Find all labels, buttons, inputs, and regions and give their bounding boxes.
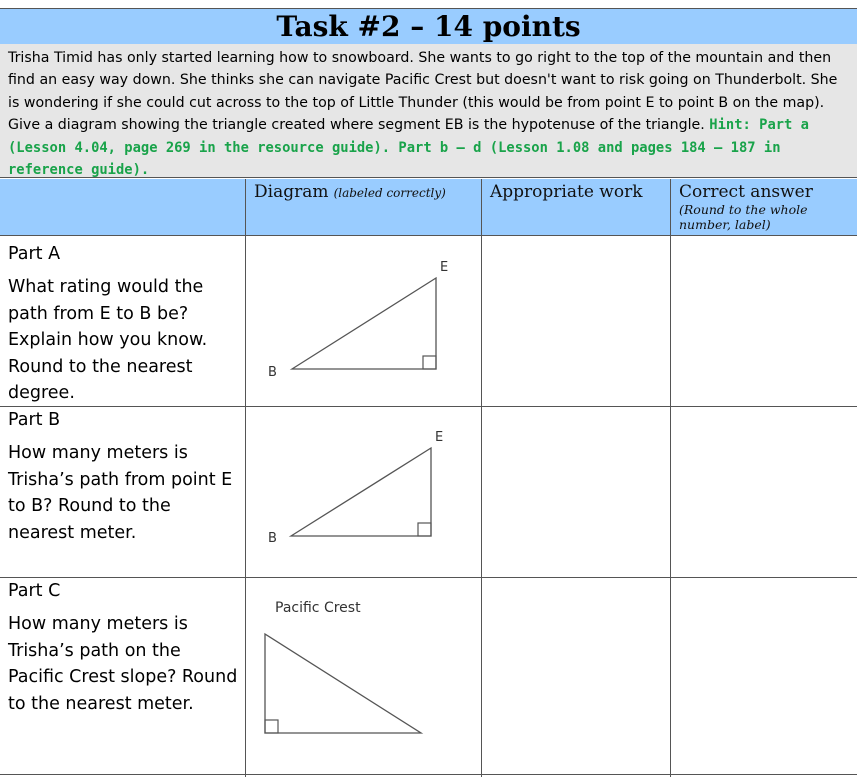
header-diagram-label: Diagram	[254, 182, 329, 202]
header-answer-label: Correct answer	[679, 182, 813, 202]
header-work-label: Appropriate work	[490, 182, 643, 202]
part-a-label: Part A	[8, 244, 61, 264]
task-description-text: Trisha Timid has only started learning how to snowboard. She wants to go right to the top of the mountain and then find an easy way down. She thinks she can navigate Pacific Crest but doesn't want to risk going on Thunderbolt. She is wondering if she could cut across to the top of Little Thunder (this would be from point E to point B on the map). Give a diagram showing the triangle created where segment EB is the hypotenuse of the triangle.	[8, 50, 838, 134]
triangle-shape	[265, 634, 421, 733]
header-diagram	[246, 179, 482, 235]
part-b-triangle-diagram	[246, 407, 481, 577]
part-c-label: Part C	[8, 581, 61, 601]
task-hint: Hint: Part a (Lesson 4.04, page 269 in the resource guide). Part b – d (Lesson 1.08 and pages 184 – 187 in reference guide).	[8, 117, 809, 179]
right-angle-marker	[423, 356, 436, 369]
pacific-crest-label: Pacific Crest	[275, 600, 361, 616]
column-divider	[481, 179, 482, 777]
point-b-label: B	[268, 531, 277, 546]
row-divider	[0, 774, 857, 775]
triangle-shape	[292, 278, 436, 369]
header-work	[482, 179, 670, 235]
header-diagram-note: (labeled correctly)	[333, 186, 446, 200]
right-angle-marker	[265, 720, 278, 733]
point-e-label: E	[435, 430, 444, 445]
task-title: Task #2 – 14 points	[0, 8, 857, 45]
part-a-triangle-diagram	[246, 236, 481, 406]
header-answer-note: (Round to the whole number, label)	[679, 202, 808, 232]
header-answer	[671, 179, 857, 235]
table-header-row	[0, 179, 857, 236]
task-description	[0, 44, 857, 178]
triangle-shape	[291, 448, 431, 536]
part-c-question: How many meters is Trisha’s path on the Pacific Crest slope? Round to the nearest meter.	[8, 614, 238, 714]
point-b-label: B	[268, 365, 277, 380]
part-b-question: How many meters is Trisha’s path from point E to B? Round to the nearest meter.	[8, 443, 233, 543]
point-e-label: E	[440, 260, 449, 275]
right-angle-marker	[418, 523, 431, 536]
part-b-label: Part B	[8, 410, 61, 430]
part-c-triangle-diagram	[246, 578, 481, 774]
part-a-question: What rating would the path from E to B be? Explain how you know. Round to the nearest degree.	[8, 277, 208, 404]
column-divider	[670, 179, 671, 777]
